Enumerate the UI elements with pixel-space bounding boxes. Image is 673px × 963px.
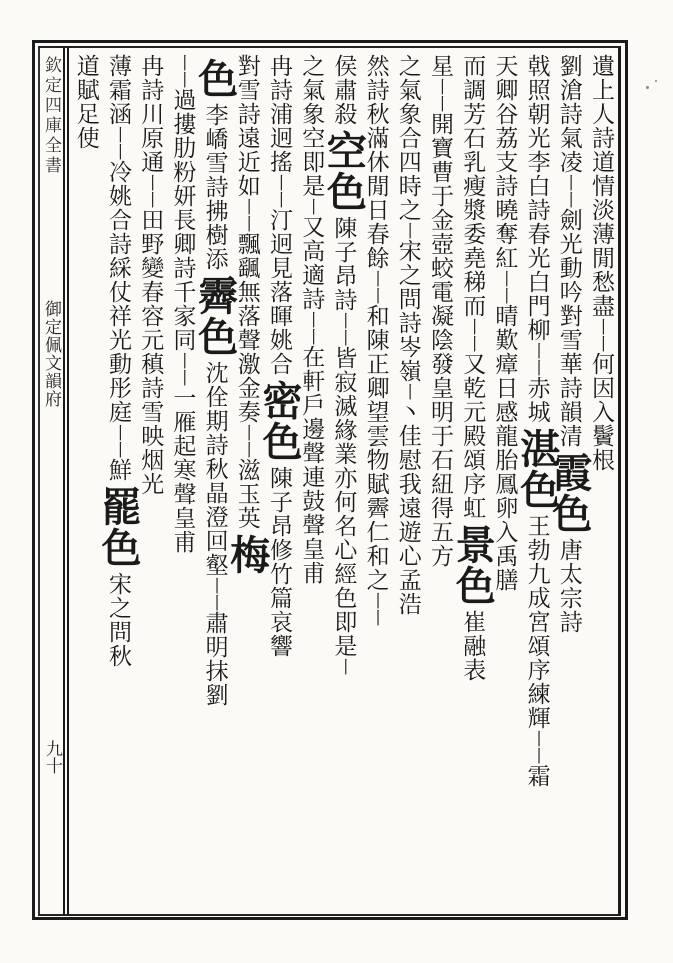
column-text: 崔融表 [459,610,486,682]
column-text: 一雁起寒聲皇甫 [169,386,196,554]
text-column [294,54,328,909]
scan-speck [655,80,657,82]
text-column [69,54,103,909]
repeat-mark: 丨丨 [172,54,193,88]
column-text: 薄霜涵 [105,54,131,126]
column-text: 天卿谷荔支詩曉奪紅 [491,54,518,270]
column-text: 劍光動吟對雪華詩韻清 [555,208,582,448]
repeat-mark: 丨丨 [204,577,225,611]
column-text: 激金奏 [233,352,260,424]
column-text: 晴歎瘴日感 [491,304,518,424]
column-text: 丶佳慰我遠遊心孟浩 [394,400,421,616]
page-number: 九十 [42,740,62,774]
repeat-mark: 丨丨 [301,311,322,345]
column-text: 戟照朝光李白詩春光白門柳 [523,54,550,342]
repeat-mark: 丨丨 [108,424,128,458]
text-column [256,54,303,909]
repeat-mark: 丨丨 [494,270,515,304]
entry-heading: 罷色 [95,486,142,568]
text-column [191,54,239,909]
repeat-mark: 丨 [333,658,354,675]
repeat-mark: 丨丨 [108,126,128,160]
column-text: 冉詩川原通 [137,54,164,174]
column-text: 長卿詩千家同 [169,208,196,352]
repeat-mark: 丨丨 [526,342,547,376]
column-text: 何因入鬢根 [588,352,614,472]
column-text: 沈佺期詩秋晶澄回壑 [201,361,228,577]
column-text: 宋之問秋 [105,572,131,668]
repeat-mark: 丨丨 [236,198,257,232]
repeat-mark: 丨丨 [333,312,354,346]
column-text: 冉詩浦迥搖 [266,54,292,174]
repeat-mark: 丨丨 [365,270,386,304]
column-text: 又乾元殿頌序虹 [459,352,486,520]
column-text: 侯肅殺 [330,54,357,126]
page-border-right [618,46,621,916]
entry-heading: 霞色 [545,452,593,534]
entry-heading: 密色 [256,380,303,462]
repeat-mark: 丨丨 [365,592,386,626]
text-column [391,54,425,909]
entry-heading: 湛色 [513,428,561,510]
text-column [449,54,497,909]
repeat-mark: 丨丨 [430,78,450,112]
repeat-mark: 丨丨 [558,174,579,208]
column-text: 汀迥見落暉姚合 [266,208,292,376]
repeat-mark: 丨丨 [172,352,193,386]
entry-heading: 景色 [449,524,497,606]
column-text: 星 [427,54,453,78]
column-text: 之氣象合四時之 [394,54,421,222]
repeat-mark: 丨 [397,222,418,239]
column-text: 和陳正卿望雲物賦霽仁和之 [362,304,389,592]
column-text: 遺上人詩道情淡薄閒愁盡 [588,54,614,318]
repeat-mark: 丨丨 [236,424,257,458]
text-column [513,54,561,909]
repeat-mark: 丨丨 [591,318,611,352]
column-text: 唐太宗詩 [555,538,582,634]
entry-heading: 梅 [223,534,271,575]
column-text: 對雪詩遠近如 [233,54,260,198]
column-text: 開寶曹于金壺蛟電凝陰發皇明于石紐得五方 [427,112,453,568]
column-text: 然詩秋滿休閒日春餘 [362,54,389,270]
text-column [223,54,271,909]
repeat-mark: 丨丨 [269,174,289,208]
gutter-edge-text: 欽定四庫全書 [41,56,61,176]
repeat-mark: 丨丨 [462,318,483,352]
column-text: 而調芳石乳瘦漿委堯稊而 [459,54,486,318]
column-text: 宋之問詩岑嶺 [394,239,421,383]
text-column [320,54,368,909]
column-text: 在軒戶邊聲連鼓聲皇甫 [298,345,325,585]
text-column [487,54,521,909]
text-column [95,54,142,909]
column-text: 霜 [523,764,550,788]
column-text: 滋玉英 [233,458,260,530]
text-column [423,54,457,909]
column-text: 又高適詩 [298,215,325,311]
column-text: 王勃九成宮頌序練輝 [523,514,550,730]
repeat-mark: 丨丨 [526,730,547,764]
repeat-mark: 丨 [397,383,418,400]
column-text: 陳子昂詩 [330,216,357,312]
text-column [133,54,167,909]
column-text: 赤城 [523,376,550,424]
entry-heading: 空色 [320,130,368,212]
column-text: 冷姚合詩綵仗祥光動彤庭 [105,160,131,424]
gutter-rule [63,46,65,916]
column-text: 道賦足使 [72,54,99,150]
column-text: 皆寂滅緣業亦何名心經色即是 [330,346,357,658]
top-rule [38,46,620,48]
entry-heading: 霽色 [191,275,239,357]
column-text: 鮮 [105,458,131,482]
entry-heading: 色 [191,58,239,99]
book-title: 御定佩文韻府 [41,300,61,408]
bottom-rule [38,914,620,916]
repeat-mark: 丨 [301,198,322,215]
text-column [165,54,199,909]
column-text: 田野變春容元稹詩雪映烟光 [137,208,164,496]
repeat-mark: 丨丨 [140,174,161,208]
column-text: 過摟肋粉妍 [169,88,196,208]
column-text: 李嶠雪詩拂樹添 [201,103,228,271]
scan-speck [646,86,649,89]
column-text: 肅明抹劉 [201,611,228,707]
column-text: 陳子昂修竹篇哀響 [266,466,292,658]
column-text: 飄颻無落聲 [233,232,260,352]
column-text: 龍胎鳳卵入禹膳 [491,424,518,592]
column-text: 劉滄詩氣凌 [555,54,582,174]
column-text: 之氣象空即是 [298,54,325,198]
